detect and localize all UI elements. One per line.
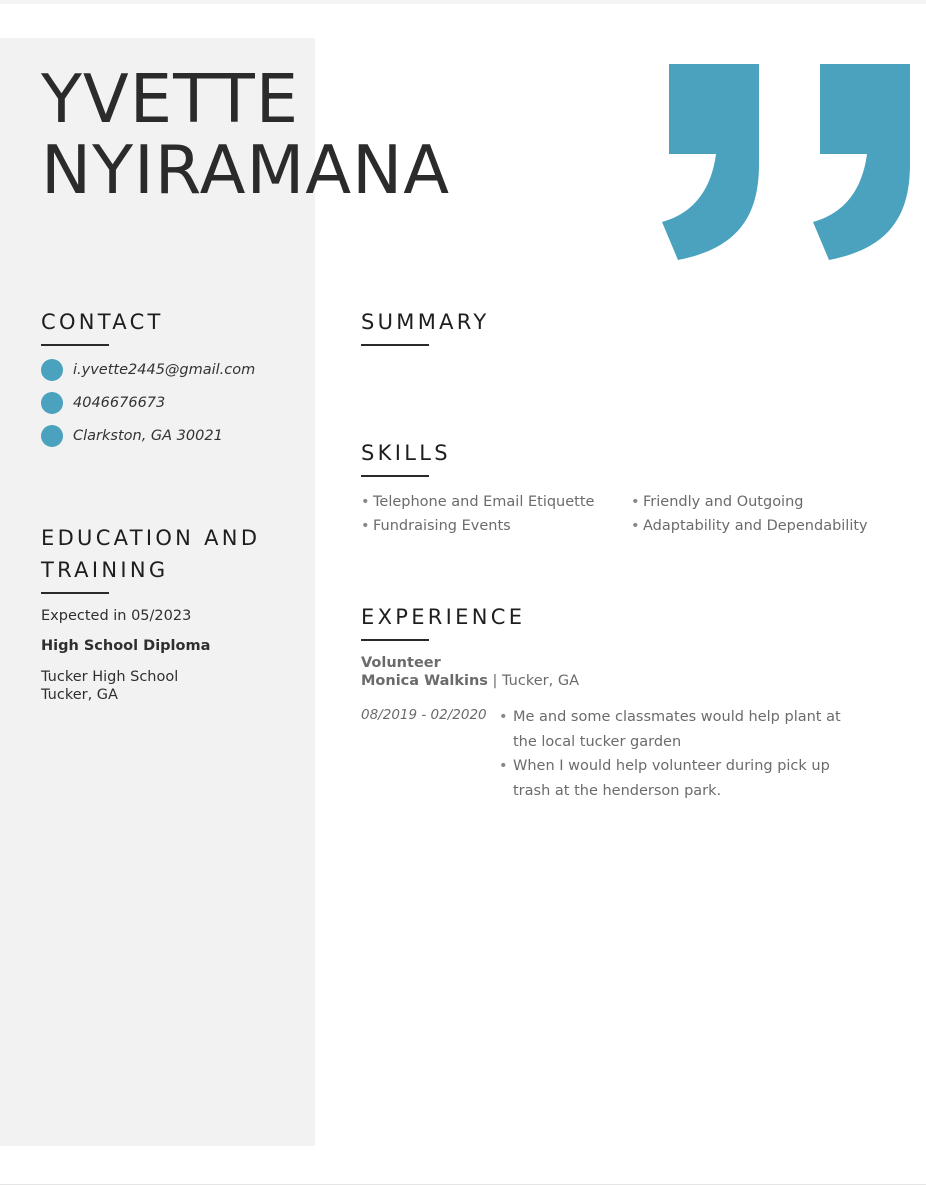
skill-item: • Telephone and Email Etiquette <box>361 494 595 510</box>
summary-heading: SUMMARY <box>361 310 490 334</box>
job-location: Tucker, GA <box>502 673 579 689</box>
education-rule <box>41 592 109 594</box>
company-name: Monica Walkins <box>361 673 488 689</box>
job-dates: 08/2019 - 02/2020 <box>361 707 487 723</box>
contact-email-row <box>41 359 255 381</box>
bullet-dot-icon <box>41 359 63 381</box>
closing-quote-icon <box>660 64 760 260</box>
education-degree: High School Diploma <box>41 638 211 654</box>
bullet-dot-icon <box>41 425 63 447</box>
last-name: NYIRAMANA <box>41 131 451 209</box>
contact-location-row <box>41 425 223 447</box>
experience-rule <box>361 639 429 641</box>
contact-heading: CONTACT <box>41 310 164 334</box>
job-bullets <box>499 705 869 803</box>
skills-rule <box>361 475 429 477</box>
contact-location: Clarkston, GA 30021 <box>73 428 223 444</box>
page-bottom-rule <box>0 1184 926 1185</box>
contact-rule <box>41 344 109 346</box>
education-school-location: Tucker, GA <box>41 687 118 703</box>
list-item: • Me and some classmates would help plant at the local tucker garden <box>499 709 841 750</box>
education-heading: EDUCATION AND TRAINING <box>41 526 261 582</box>
candidate-name <box>41 60 451 209</box>
top-strip <box>0 0 926 4</box>
bullet-dot-icon <box>41 392 63 414</box>
skill-item: • Friendly and Outgoing <box>631 494 804 510</box>
summary-rule <box>361 344 429 346</box>
list-item: • When I would help volunteer during pick up trash at the henderson park. <box>499 758 830 799</box>
separator: | <box>487 673 503 689</box>
contact-phone-row <box>41 392 165 414</box>
skill-item: • Adaptability and Dependability <box>631 518 868 534</box>
skill-item: • Fundraising Events <box>361 518 511 534</box>
closing-quote-icon <box>811 64 911 260</box>
contact-phone[interactable]: 4046676673 <box>73 395 166 411</box>
job-title: Volunteer <box>361 655 441 671</box>
education-school: Tucker High School <box>41 669 179 685</box>
first-name: YVETTE <box>41 60 300 138</box>
experience-heading: EXPERIENCE <box>361 605 526 629</box>
job-employer <box>361 673 579 689</box>
skills-heading: SKILLS <box>361 441 451 465</box>
contact-email[interactable]: i.yvette2445@gmail.com <box>73 362 256 378</box>
education-expected: Expected in 05/2023 <box>41 608 192 624</box>
